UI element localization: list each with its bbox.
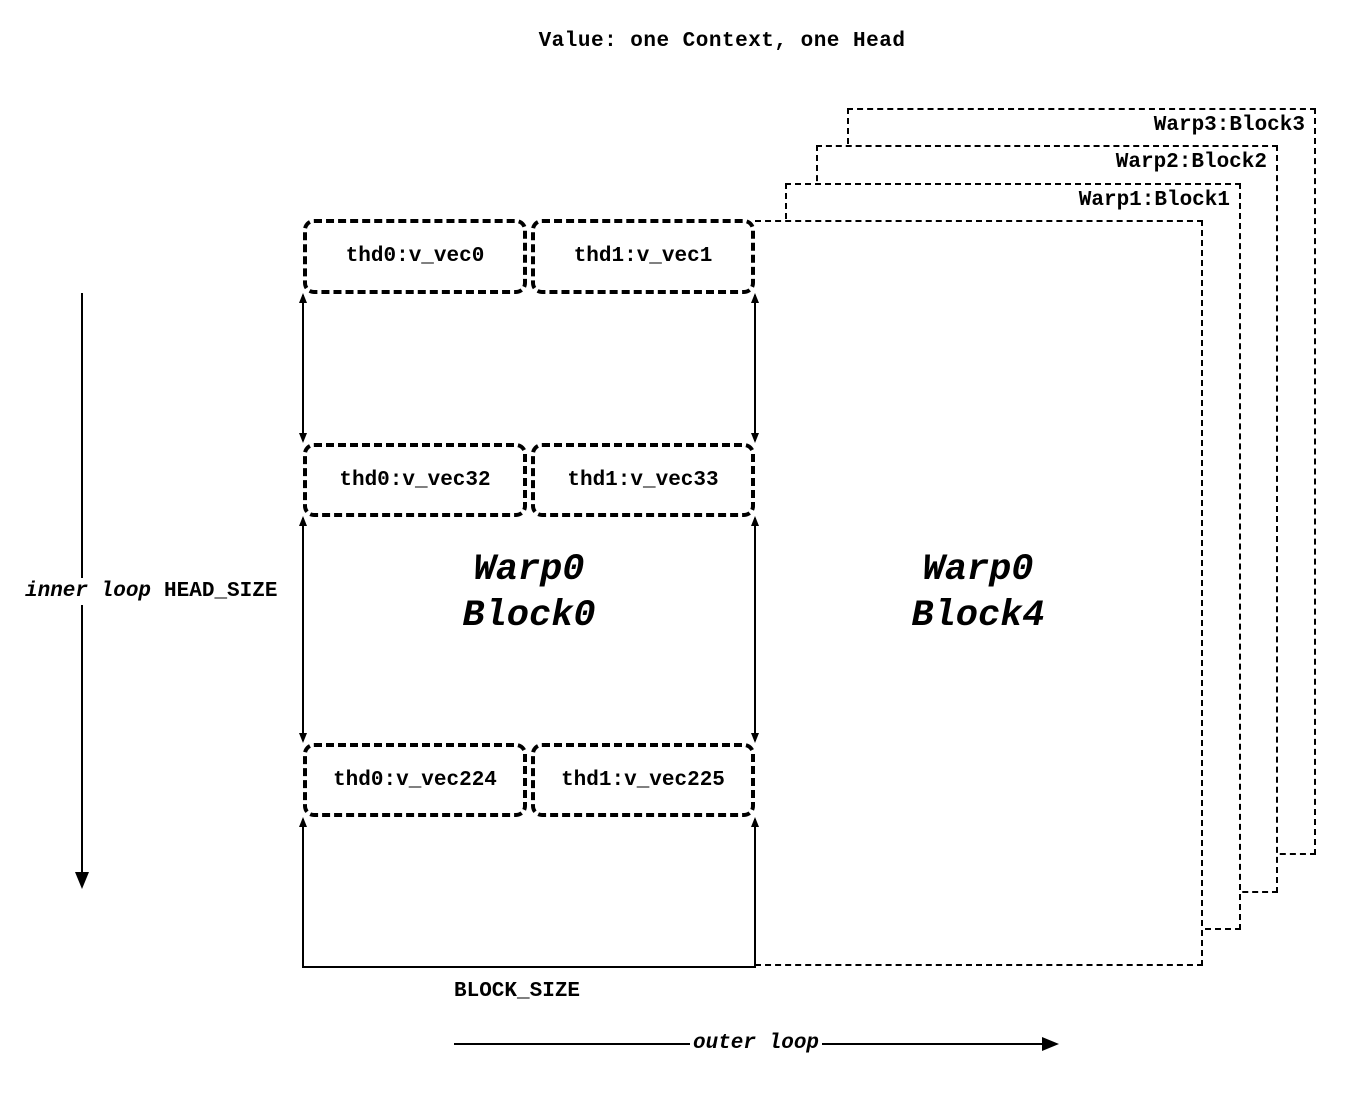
vector-box-label: thd0:v_vec224 [333, 768, 497, 792]
main-block-warp0-block0 [303, 220, 755, 968]
vector-box-thd0-v-vec32 [303, 443, 527, 517]
front-block-label-line1: Warp0 [922, 549, 1034, 591]
arrow-up-icon [751, 817, 759, 827]
block-size-label: BLOCK_SIZE [454, 980, 581, 1003]
inner-loop-text: inner loop [25, 580, 152, 603]
outer-loop-label: outer loop [690, 1032, 822, 1055]
vector-box-thd1-v-vec225 [531, 743, 755, 817]
arrow-up-icon [751, 293, 759, 303]
arrow-down-icon [299, 433, 307, 443]
vector-box-thd1-v-vec1 [531, 219, 755, 294]
arrow-down-icon [75, 872, 89, 889]
block-edge-arrow [302, 518, 304, 741]
front-block-label [755, 222, 1201, 964]
vector-box-label: thd1:v_vec33 [567, 468, 719, 492]
arrow-down-icon [751, 733, 759, 743]
block-edge-arrow [302, 819, 304, 968]
block-edge-arrow [754, 819, 756, 968]
vector-box-label: thd0:v_vec0 [345, 245, 485, 268]
front-block-warp0-block4 [755, 220, 1203, 966]
front-block-label-line2: Block4 [911, 595, 1045, 637]
vector-box-label: thd1:v_vec225 [561, 768, 725, 792]
diagram-title: Value: one Context, one Head [538, 30, 906, 53]
inner-loop-label [22, 578, 280, 605]
vector-box-thd1-v-vec33 [531, 443, 755, 517]
arrow-right-icon [1042, 1037, 1059, 1051]
block-edge-arrow [754, 295, 756, 441]
arrow-up-icon [299, 516, 307, 526]
vector-box-label: thd1:v_vec1 [573, 245, 713, 268]
head-size-text: HEAD_SIZE [164, 580, 278, 603]
arrow-up-icon [299, 293, 307, 303]
block-edge-arrow [754, 518, 756, 741]
arrow-up-icon [751, 516, 759, 526]
stacked-block-label: Warp1:Block1 [1078, 189, 1230, 212]
stacked-block-label: Warp2:Block2 [1115, 151, 1267, 174]
stacked-block-label: Warp3:Block3 [1153, 114, 1305, 137]
vector-box-thd0-v-vec224 [303, 743, 527, 817]
vector-box-label: thd0:v_vec32 [339, 468, 491, 492]
block-edge-arrow [302, 295, 304, 441]
vector-box-thd0-v-vec0 [303, 219, 527, 294]
arrow-up-icon [299, 817, 307, 827]
arrow-down-icon [751, 433, 759, 443]
main-block-label [303, 220, 755, 966]
main-block-label-line1: Warp0 [473, 549, 585, 591]
arrow-down-icon [299, 733, 307, 743]
main-block-label-line2: Block0 [462, 595, 596, 637]
